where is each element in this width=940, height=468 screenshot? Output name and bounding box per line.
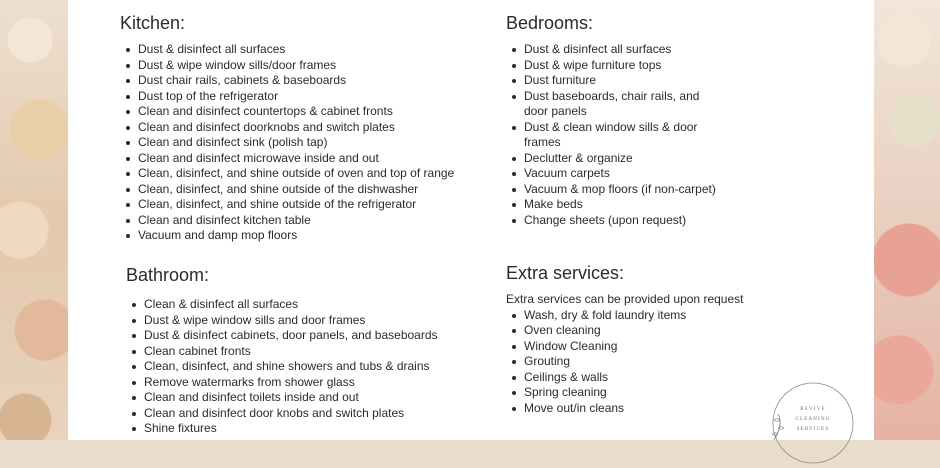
kitchen-section bbox=[120, 12, 480, 244]
list-item: Dust furniture bbox=[506, 73, 726, 89]
list-item: Clean & disinfect all surfaces bbox=[126, 297, 486, 313]
list-item: Clean and disinfect countertops & cabinet fronts bbox=[120, 104, 480, 120]
list-item: Dust & clean window sills & door frames bbox=[506, 120, 726, 151]
list-item: Dust & disinfect all surfaces bbox=[506, 42, 726, 58]
list-item: Vacuum and damp mop floors bbox=[120, 228, 480, 244]
list-item: Clean and disinfect kitchen table bbox=[120, 213, 480, 229]
list-item: Dust top of the refrigerator bbox=[120, 89, 480, 105]
list-item: Dust & wipe window sills/door frames bbox=[120, 58, 480, 74]
bedrooms-list bbox=[506, 42, 726, 228]
list-item: Clean and disinfect door knobs and switch plates bbox=[126, 406, 486, 422]
bedrooms-heading: Bedrooms: bbox=[506, 13, 594, 33]
bathroom-heading: Bathroom: bbox=[126, 265, 210, 285]
list-item: Clean, disinfect, and shine outside of oven and top of range bbox=[120, 166, 480, 182]
list-item: Declutter & organize bbox=[506, 151, 726, 167]
services-sheet bbox=[68, 0, 874, 440]
extra-services-section bbox=[506, 262, 806, 416]
bathroom-list bbox=[126, 297, 486, 437]
kitchen-list bbox=[120, 42, 480, 244]
list-item: Dust baseboards, chair rails, and door panels bbox=[506, 89, 726, 120]
list-item: Shine fixtures bbox=[126, 421, 486, 437]
list-item: Clean and disinfect doorknobs and switch plates bbox=[120, 120, 480, 136]
list-item: Window Cleaning bbox=[506, 339, 806, 355]
list-item: Remove watermarks from shower glass bbox=[126, 375, 486, 391]
list-item: Dust & wipe window sills and door frames bbox=[126, 313, 486, 329]
extra-services-intro: Extra services can be provided upon request bbox=[506, 292, 744, 306]
bedrooms-section bbox=[506, 12, 726, 228]
list-item: Dust & disinfect all surfaces bbox=[120, 42, 480, 58]
list-item: Ceilings & walls bbox=[506, 370, 806, 386]
logo-line-2: CLEANING bbox=[795, 417, 831, 422]
list-item: Dust & wipe furniture tops bbox=[506, 58, 726, 74]
floral-border-right bbox=[874, 0, 940, 440]
logo-ring bbox=[773, 383, 853, 463]
list-item: Make beds bbox=[506, 197, 726, 213]
list-item: Clean and disinfect sink (polish tap) bbox=[120, 135, 480, 151]
kitchen-heading: Kitchen: bbox=[120, 13, 186, 33]
list-item: Clean, disinfect, and shine outside of the refrigerator bbox=[120, 197, 480, 213]
extra-services-heading: Extra services: bbox=[506, 263, 625, 283]
bathroom-section bbox=[126, 264, 486, 437]
list-item: Clean and disinfect microwave inside and out bbox=[120, 151, 480, 167]
list-item: Vacuum & mop floors (if non-carpet) bbox=[506, 182, 726, 198]
list-item: Move out/in cleans bbox=[506, 401, 806, 417]
logo-line-1: REVIVE bbox=[800, 407, 826, 412]
floral-border-left bbox=[0, 0, 68, 440]
list-item: Clean, disinfect, and shine showers and tubs & drains bbox=[126, 359, 486, 375]
list-item: Oven cleaning bbox=[506, 323, 806, 339]
logo-line-3: SERVICES bbox=[796, 427, 830, 432]
list-item: Clean and disinfect toilets inside and out bbox=[126, 390, 486, 406]
company-logo bbox=[768, 378, 858, 468]
list-item: Change sheets (upon request) bbox=[506, 213, 726, 229]
list-item: Wash, dry & fold laundry items bbox=[506, 308, 806, 324]
list-item: Dust chair rails, cabinets & baseboards bbox=[120, 73, 480, 89]
list-item: Spring cleaning bbox=[506, 385, 806, 401]
extra-services-list bbox=[506, 308, 806, 417]
list-item: Clean cabinet fronts bbox=[126, 344, 486, 360]
list-item: Dust & disinfect cabinets, door panels, and baseboards bbox=[126, 328, 486, 344]
list-item: Clean, disinfect, and shine outside of the dishwasher bbox=[120, 182, 480, 198]
list-item: Vacuum carpets bbox=[506, 166, 726, 182]
list-item: Grouting bbox=[506, 354, 806, 370]
